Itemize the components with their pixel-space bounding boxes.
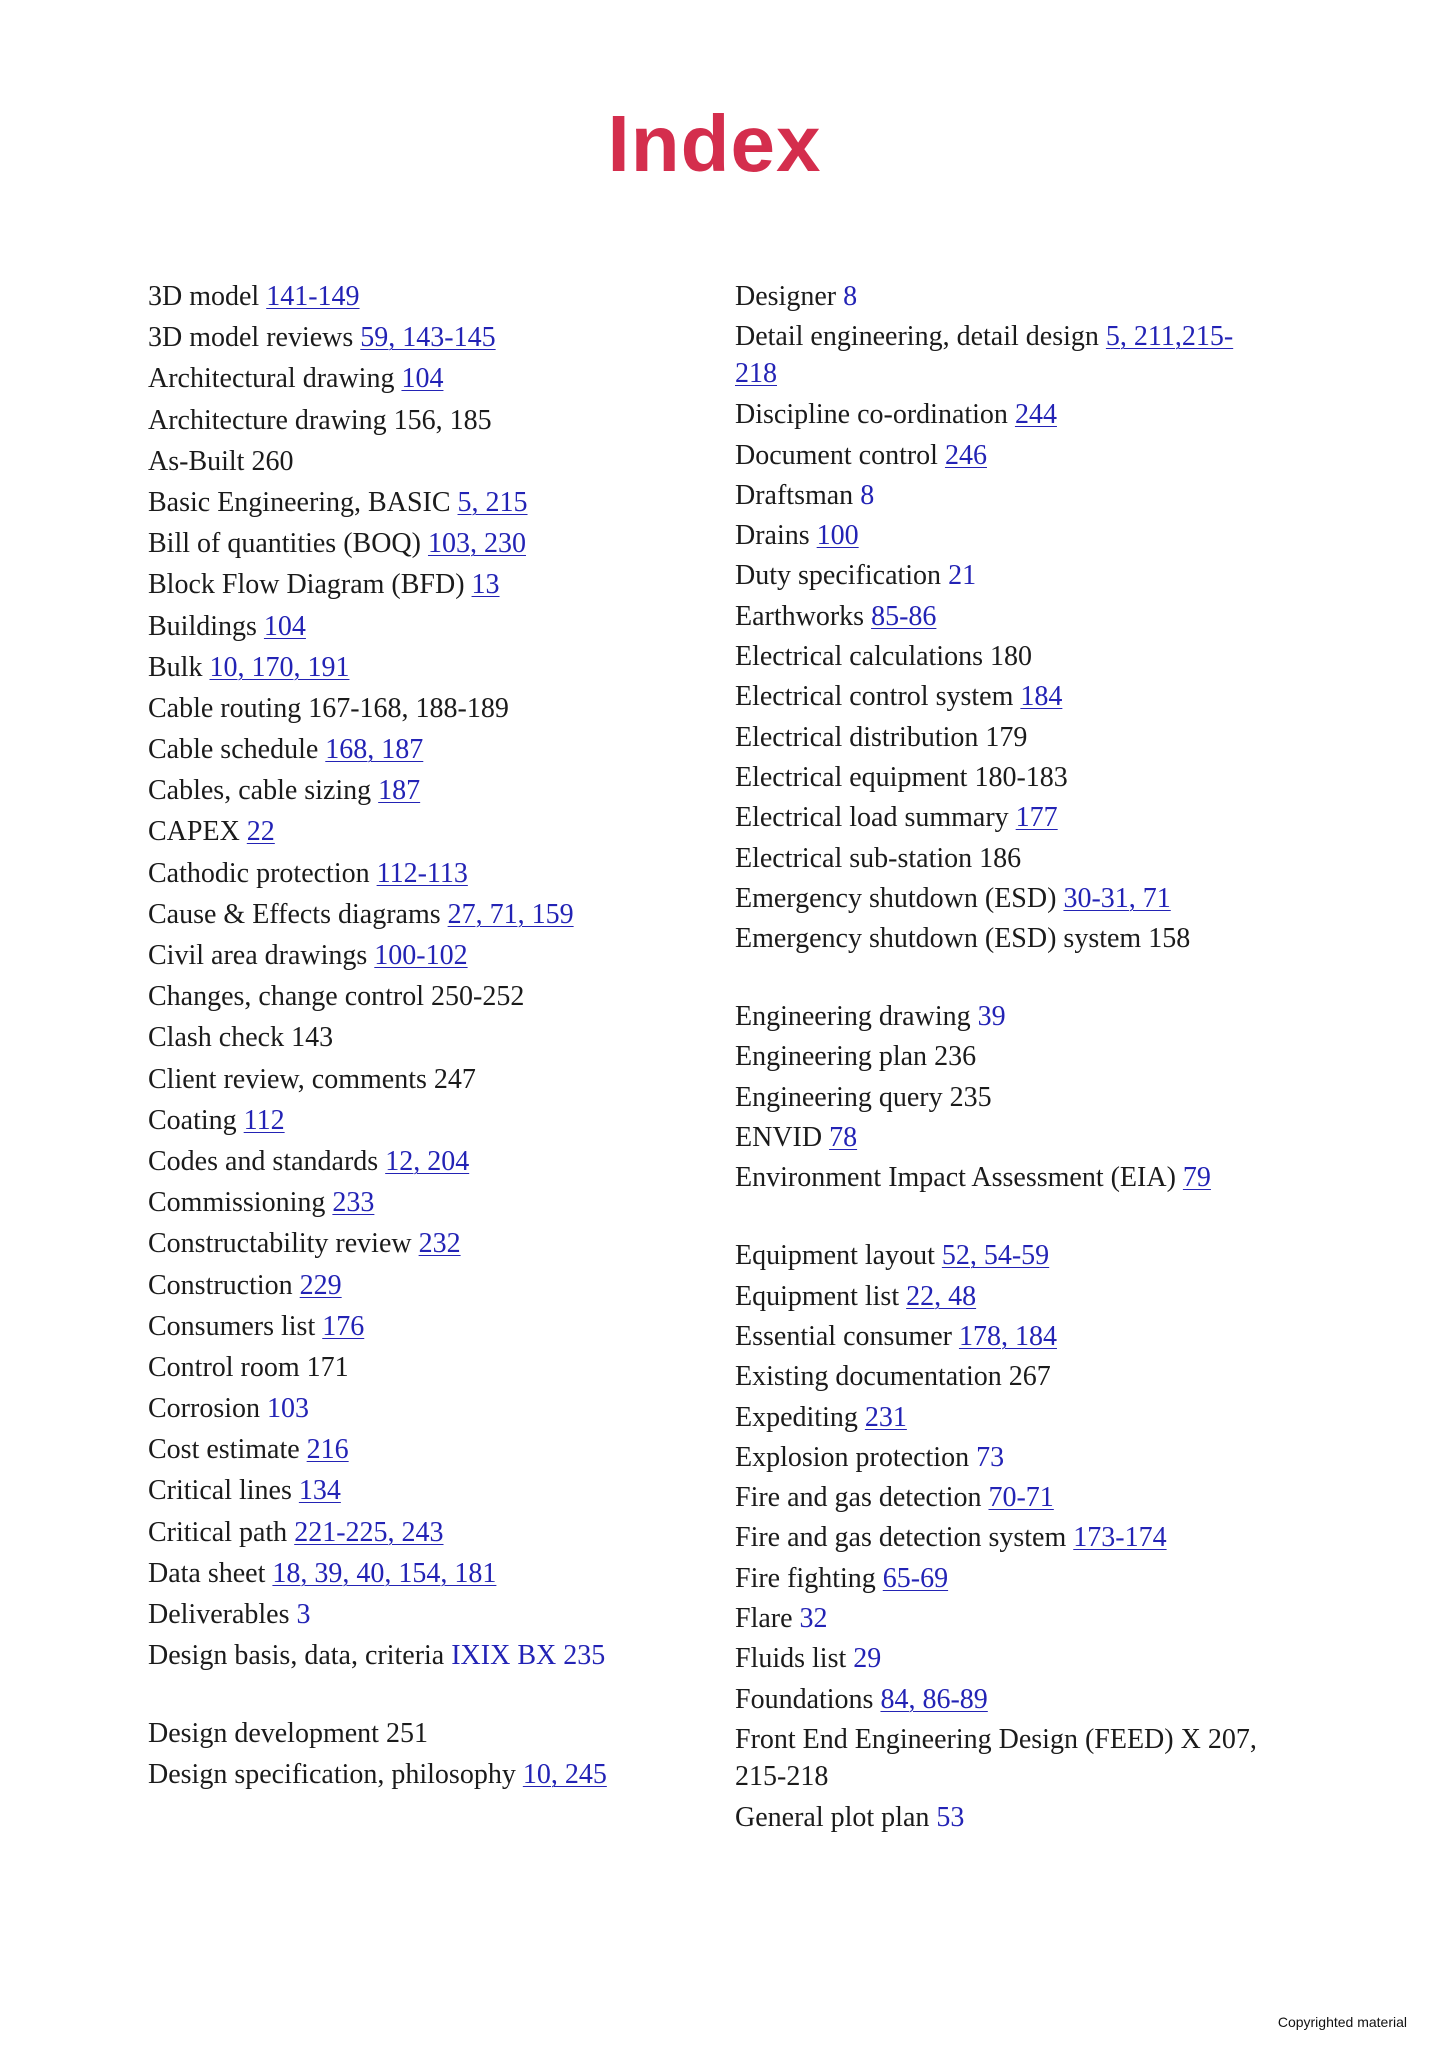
index-term: Front End Engineering Design (FEED) <box>735 1723 1174 1755</box>
index-term: Draftsman <box>735 479 854 511</box>
index-entry <box>148 1019 668 1060</box>
page-reference-link[interactable]: 27, 71, 159 <box>447 898 574 930</box>
page-reference: 260 <box>251 445 294 477</box>
page-reference-link[interactable]: 5, 215 <box>457 486 528 518</box>
index-entry <box>735 437 1275 477</box>
index-term: General plot plan <box>735 1801 930 1833</box>
page-reference: 21 <box>948 560 977 592</box>
index-entry <box>148 1637 668 1715</box>
index-term: Cable schedule <box>148 734 319 766</box>
page-reference: 32 <box>799 1603 828 1635</box>
index-term: Consumers list <box>148 1310 316 1342</box>
index-term: Environment Impact Assessment (EIA) <box>735 1162 1176 1194</box>
index-entry <box>148 1431 668 1472</box>
page-reference-link[interactable]: 184 <box>1020 681 1063 713</box>
index-entry <box>735 1318 1275 1358</box>
page-title: Index <box>607 99 822 188</box>
index-term: Cause & Effects diagrams <box>148 898 441 930</box>
index-term: Electrical sub-station <box>735 842 973 874</box>
page-reference: 53 <box>936 1801 965 1833</box>
page-reference: 251 <box>385 1718 428 1750</box>
page-reference-link[interactable]: 52, 54-59 <box>941 1240 1050 1272</box>
page-reference: 267 <box>1008 1361 1051 1393</box>
index-term: Design development <box>148 1718 379 1750</box>
index-entry <box>148 1596 668 1637</box>
index-entry <box>735 278 1275 318</box>
page-reference: X 207, 215-218 <box>735 1723 1257 1792</box>
index-term: Clash check <box>148 1022 285 1054</box>
index-entry <box>735 1479 1275 1519</box>
index-term: Fire and gas detection <box>735 1482 982 1514</box>
index-term: Codes and standards <box>148 1145 379 1177</box>
index-entry <box>148 855 668 896</box>
page-reference: 180-183 <box>974 761 1068 793</box>
index-term: 3D model <box>148 281 260 312</box>
index-entry <box>148 443 668 484</box>
page-reference-link[interactable]: 10, 170, 191 <box>209 651 350 683</box>
index-entry <box>735 1600 1275 1640</box>
index-entry <box>735 1278 1275 1318</box>
index-entry <box>735 920 1275 998</box>
index-entry <box>735 1681 1275 1721</box>
index-entry <box>148 772 668 813</box>
page-reference-link[interactable]: 112 <box>243 1104 285 1136</box>
index-term: Coating <box>148 1104 237 1136</box>
index-term: Commissioning <box>148 1187 326 1219</box>
index-entry <box>735 1159 1275 1237</box>
index-term: Fluids list <box>735 1643 847 1675</box>
page-reference-link[interactable]: 65-69 <box>882 1562 949 1594</box>
index-entry <box>148 1184 668 1225</box>
page-reference-link[interactable]: 176 <box>322 1310 365 1342</box>
index-term: Detail engineering, detail design <box>735 321 1099 353</box>
page-reference: 180 <box>989 641 1032 673</box>
index-term: Architecture drawing <box>148 404 387 436</box>
index-entry <box>148 649 668 690</box>
page-reference-link[interactable]: 30-31, 71 <box>1063 882 1171 914</box>
index-column-left <box>148 278 668 1834</box>
page-reference-link[interactable]: 168, 187 <box>325 734 424 766</box>
index-entry <box>148 566 668 607</box>
index-entry <box>735 557 1275 597</box>
index-entry <box>148 978 668 1019</box>
page-reference-link[interactable]: 104 <box>401 363 444 395</box>
page-reference: 3 <box>296 1599 311 1630</box>
index-term: Explosion protection <box>735 1441 970 1473</box>
page-reference-link[interactable]: 233 <box>332 1187 375 1219</box>
index-term: Engineering plan <box>735 1041 928 1073</box>
index-entry <box>148 937 668 978</box>
page-reference-link[interactable]: 178, 184 <box>958 1320 1057 1352</box>
index-term: Engineering drawing <box>735 1001 971 1033</box>
index-entry <box>148 1349 668 1390</box>
page-reference-link[interactable]: 229 <box>299 1269 342 1301</box>
page-reference-link[interactable]: 103, 230 <box>427 528 526 560</box>
page-reference-link[interactable]: 134 <box>298 1475 341 1507</box>
page-reference-link[interactable]: 221-225, 243 <box>294 1516 444 1548</box>
page-reference: 167-168, 188-189 <box>308 692 509 724</box>
page-reference-link[interactable]: 187 <box>378 775 421 807</box>
page-reference-link[interactable]: 13 <box>471 569 500 601</box>
index-term: Bill of quantities (BOQ) <box>148 528 421 560</box>
page-reference-link[interactable]: 22 <box>246 816 275 848</box>
page-reference-link[interactable]: 5, 211,215-218 <box>735 321 1234 390</box>
index-entry <box>735 678 1275 718</box>
index-entry <box>148 896 668 937</box>
page-reference: 179 <box>985 721 1028 753</box>
page-reference-link[interactable]: 10, 245 <box>522 1759 607 1791</box>
page-reference-link[interactable]: 70-71 <box>988 1482 1054 1514</box>
index-term: Electrical calculations <box>735 641 983 673</box>
page-reference-link[interactable]: 78 <box>829 1122 858 1154</box>
page-reference: 250-252 <box>431 981 525 1013</box>
index-term: Cost estimate <box>148 1434 300 1466</box>
page-reference-link[interactable]: 141-149 <box>266 281 360 312</box>
index-entry <box>735 1439 1275 1479</box>
page-reference-link[interactable]: 12, 204 <box>385 1145 470 1177</box>
page-reference-link[interactable]: 18, 39, 40, 154, 181 <box>272 1557 497 1589</box>
page-reference: 171 <box>306 1351 349 1383</box>
index-term: ENVID <box>735 1122 823 1154</box>
index-entry <box>148 525 668 566</box>
index-entry <box>148 1390 668 1431</box>
page-reference-link[interactable]: 173-174 <box>1073 1522 1167 1554</box>
index-term: Electrical distribution <box>735 721 979 753</box>
index-entry <box>735 1237 1275 1277</box>
index-term: Fire and gas detection system <box>735 1522 1067 1554</box>
index-entry <box>148 484 668 525</box>
index-term: Equipment list <box>735 1280 900 1312</box>
page-reference: 29 <box>853 1643 882 1675</box>
page-reference: 39 <box>977 1001 1006 1033</box>
index-term: Drains <box>735 520 810 552</box>
page-reference: 156, 185 <box>393 404 492 436</box>
index-term: Earthworks <box>735 600 865 632</box>
page-reference-link[interactable]: 85-86 <box>871 600 937 632</box>
index-term: Existing documentation <box>735 1361 1002 1393</box>
index-entry <box>148 813 668 854</box>
index-term: Deliverables <box>148 1599 290 1630</box>
index-entry <box>735 799 1275 839</box>
index-term: Discipline co-ordination <box>735 399 1008 431</box>
index-term: Equipment layout <box>735 1240 935 1272</box>
index-entry <box>735 1079 1275 1119</box>
index-term: Constructability review <box>148 1228 412 1260</box>
index-entry <box>735 1358 1275 1398</box>
index-entry <box>735 1640 1275 1680</box>
index-term: Engineering query <box>735 1081 943 1113</box>
index-term: Document control <box>735 439 938 471</box>
index-entry <box>148 1308 668 1349</box>
page-reference: 236 <box>934 1041 977 1073</box>
page-reference-link[interactable]: 246 <box>944 439 987 471</box>
index-term: Emergency shutdown (ESD) <box>735 882 1057 914</box>
page-reference-link[interactable]: 112-113 <box>376 857 468 889</box>
index-term: Basic Engineering, BASIC <box>148 486 451 518</box>
index-entry <box>148 1555 668 1596</box>
index-entry <box>735 396 1275 436</box>
index-entry <box>735 880 1275 920</box>
index-entry <box>148 731 668 772</box>
index-entry <box>148 1514 668 1555</box>
page-reference: 8 <box>843 281 858 312</box>
page-reference-link[interactable]: 100-102 <box>374 940 468 971</box>
page-reference: 235 <box>949 1081 992 1113</box>
index-term: 3D model reviews <box>148 322 354 354</box>
index-term: Expediting <box>735 1401 858 1433</box>
page-reference: 143 <box>291 1022 334 1054</box>
index-term: Bulk <box>148 651 203 683</box>
page-reference: 158 <box>1148 923 1191 955</box>
page-reference-link[interactable]: 104 <box>263 610 306 642</box>
index-term: Electrical equipment <box>735 761 968 793</box>
index-term: Design specification, philosophy <box>148 1759 516 1791</box>
index-term: Architectural drawing <box>148 363 395 395</box>
index-term: Buildings <box>148 610 257 642</box>
index-entry <box>148 278 668 319</box>
index-term: Cathodic protection <box>148 857 370 889</box>
index-entry <box>735 318 1275 396</box>
index-entry <box>148 1715 668 1756</box>
index-entry <box>735 1721 1275 1799</box>
index-entry <box>148 1756 668 1834</box>
index-entry <box>148 1102 668 1143</box>
index-term: Electrical load summary <box>735 802 1009 834</box>
index-entry <box>148 608 668 649</box>
index-entry <box>735 1560 1275 1600</box>
index-term: As-Built <box>148 445 245 477</box>
index-term: Duty specification <box>735 560 942 592</box>
index-term: Block Flow Diagram (BFD) <box>148 569 465 601</box>
page-reference-link[interactable]: 100 <box>816 520 859 552</box>
index-term: Fire fighting <box>735 1562 876 1594</box>
index-entry <box>735 1119 1275 1159</box>
index-term: Foundations <box>735 1683 874 1715</box>
index-entry <box>735 638 1275 678</box>
index-term: Emergency shutdown (ESD) system <box>735 923 1142 955</box>
index-column-right <box>735 278 1275 1839</box>
index-entry <box>148 319 668 360</box>
index-term: Civil area drawings <box>148 940 368 971</box>
index-entry <box>148 1061 668 1102</box>
index-entry <box>735 477 1275 517</box>
page-reference-link[interactable]: 232 <box>418 1228 461 1260</box>
page-reference-link[interactable]: 22, 48 <box>906 1280 977 1312</box>
index-term: Designer <box>735 281 837 312</box>
index-entry <box>735 1799 1275 1839</box>
index-entry <box>148 402 668 443</box>
index-entry <box>735 719 1275 759</box>
page-reference-link[interactable]: 84, 86-89 <box>880 1683 988 1715</box>
page-reference: 186 <box>979 842 1022 874</box>
page-reference-link[interactable]: 79 <box>1182 1162 1211 1194</box>
index-term: Flare <box>735 1603 793 1635</box>
index-entry <box>735 998 1275 1038</box>
index-entry <box>148 1267 668 1308</box>
index-term: Essential consumer <box>735 1320 952 1352</box>
page-reference-link[interactable]: 244 <box>1014 399 1057 431</box>
index-term: Corrosion <box>148 1393 260 1425</box>
index-entry <box>735 598 1275 638</box>
index-term: Client review, comments <box>148 1063 427 1095</box>
index-term: Control room <box>148 1351 300 1383</box>
index-entry <box>735 1519 1275 1559</box>
index-entry <box>735 1038 1275 1078</box>
index-term: Data sheet <box>148 1557 266 1589</box>
index-term: Cable routing <box>148 692 302 724</box>
index-term: Critical lines <box>148 1475 292 1507</box>
index-entry <box>148 690 668 731</box>
index-term: Construction <box>148 1269 293 1301</box>
index-entry <box>735 840 1275 880</box>
index-entry <box>148 1225 668 1266</box>
page-reference: 73 <box>976 1441 1005 1473</box>
index-term: Cables, cable sizing <box>148 775 372 807</box>
index-term: Changes, change control <box>148 981 425 1013</box>
index-entry <box>148 360 668 401</box>
page-reference: 247 <box>433 1063 476 1095</box>
index-entry <box>148 1143 668 1184</box>
index-entry <box>735 517 1275 557</box>
index-entry <box>148 1472 668 1513</box>
page-reference-link[interactable]: 231 <box>864 1401 907 1433</box>
index-entry <box>735 759 1275 799</box>
index-term: Electrical control system <box>735 681 1014 713</box>
index-entry <box>735 1399 1275 1439</box>
page-reference-link[interactable]: 216 <box>306 1434 349 1466</box>
page-reference-link[interactable]: 177 <box>1015 802 1058 834</box>
page-reference: IXIX BX 235 <box>451 1640 606 1672</box>
page-reference: 103 <box>267 1393 309 1425</box>
index-term: Design basis, data, criteria <box>148 1640 445 1672</box>
page-reference-link[interactable]: 59, 143-145 <box>360 322 496 354</box>
index-term: Critical path <box>148 1516 288 1548</box>
page-reference: 8 <box>860 479 875 511</box>
index-term: CAPEX <box>148 816 240 848</box>
copyright-notice: Copyrighted material <box>1277 2014 1407 2030</box>
